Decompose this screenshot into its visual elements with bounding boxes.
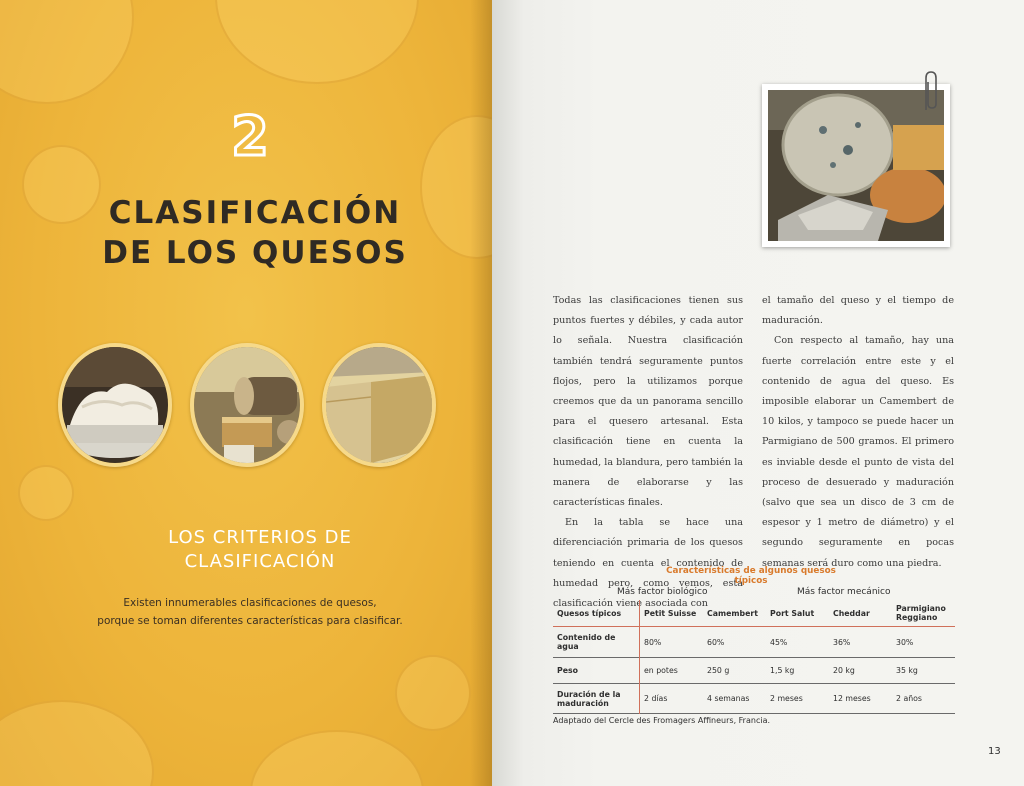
spine-shadow	[470, 0, 492, 786]
table-source: Adaptado del Cercle des Fromagers Affineurs, Francia.	[553, 716, 771, 725]
column-header: Camembert	[703, 600, 766, 627]
fresh-cheese-photo	[58, 343, 172, 467]
decor-bubble	[395, 655, 471, 731]
table-row	[553, 684, 955, 714]
page-number: 13	[988, 746, 1001, 757]
left-page	[0, 0, 492, 786]
table-title: Características de algunos quesos típicos	[666, 566, 836, 586]
table-cell: 45%	[770, 637, 788, 647]
paragraph: Todas las clasificaciones tienen sus puntos fuertes y débiles, y cada autor lo señala. Nuestra clasificación también tendrá seguramente puntos flojos, pero la utilizamos porque creemos que da un panorama sencillo para el quesero artesanal. Esta clasificación tiene en cuenta la humedad, la blandura, pero también la manera de elaborarse y las características finales.	[553, 295, 743, 509]
column-header: Port Salut	[766, 600, 829, 627]
table-cell: 2 días	[644, 694, 668, 703]
paragraph: el tamaño del queso y el tiempo de maduración.	[762, 295, 954, 327]
table-row	[553, 627, 955, 658]
table-cell: 80%	[644, 637, 662, 647]
criteria-heading-line1: LOS CRITERIOS DE	[168, 527, 352, 548]
hard-cheese-photo	[322, 343, 436, 467]
criteria-body-line1: Existen innumerables clasificaciones de quesos,	[123, 597, 377, 609]
paragraph: Con respecto al tamaño, hay una fuerte correlación entre este y el contenido de agua del queso. Es imposible elaborar un Camembert de 10 kilos, y tampoco se puede hacer un Parmigiano de 500 gramos. El primero es inviable desde el punto de vista del proceso de desuerado y maduración (salvo que sea un disco de 3 cm de espesor y 1 metro de diámetro) y el segundo seguramente en pocas semanas será duro como una piedra.	[762, 335, 954, 569]
table-header-row	[553, 600, 955, 627]
factor-mecanico-label: Más factor mecánico	[797, 587, 891, 597]
criteria-body	[95, 594, 405, 630]
row-header: Contenido de agua	[553, 627, 640, 658]
column-header: Cheddar	[829, 600, 892, 627]
table-cell: en potes	[644, 666, 678, 675]
chapter-title	[60, 193, 450, 273]
decor-bubble	[0, 0, 134, 104]
factor-biologico-label: Más factor biológico	[617, 587, 708, 597]
criteria-heading	[110, 526, 410, 574]
table-row	[553, 658, 955, 684]
decor-bubble	[18, 465, 74, 521]
paperclip-icon	[920, 70, 942, 116]
paragraph: En la tabla se hace una diferenciación primaria de los quesos teniendo en cuenta el contenido de humedad pero, como vemos, esta clasificación viene asociada con	[553, 517, 743, 610]
table-cell: 20 kg	[833, 666, 855, 675]
column-header: Parmigiano Reggiano	[892, 600, 955, 627]
chapter-title-line2: DE LOS QUESOS	[102, 235, 408, 271]
cheese-table	[553, 600, 955, 714]
table-cell: 30%	[896, 637, 914, 647]
body-column-right	[762, 291, 954, 574]
table-corner-header: Quesos típicos	[553, 600, 640, 627]
table-cell: 2 meses	[770, 694, 803, 703]
decor-bubble	[215, 0, 419, 84]
blue-cheese-photo	[768, 90, 944, 241]
criteria-body-line2: porque se toman diferentes características para clasificar.	[97, 615, 403, 627]
decor-bubble	[0, 700, 154, 786]
table-cell: 250 g	[707, 666, 730, 675]
table-cell: 12 meses	[833, 694, 871, 703]
table-cell: 36%	[833, 637, 851, 647]
table-cell: 4 semanas	[707, 694, 750, 703]
aged-cheese-photo	[190, 343, 304, 467]
chapter-title-line1: CLASIFICACIÓN	[108, 195, 402, 231]
chapter-number: 2	[231, 105, 269, 168]
row-header: Duración de la maduración	[553, 684, 640, 714]
column-header: Petit Suisse	[640, 600, 704, 627]
table-cell: 2 años	[896, 694, 922, 703]
row-header: Peso	[553, 658, 640, 684]
decor-bubble	[250, 730, 424, 786]
table-cell: 1,5 kg	[770, 666, 795, 675]
right-page	[492, 0, 1024, 786]
criteria-heading-line2: CLASIFICACIÓN	[184, 551, 336, 572]
table-cell: 35 kg	[896, 666, 918, 675]
table-cell: 60%	[707, 637, 725, 647]
